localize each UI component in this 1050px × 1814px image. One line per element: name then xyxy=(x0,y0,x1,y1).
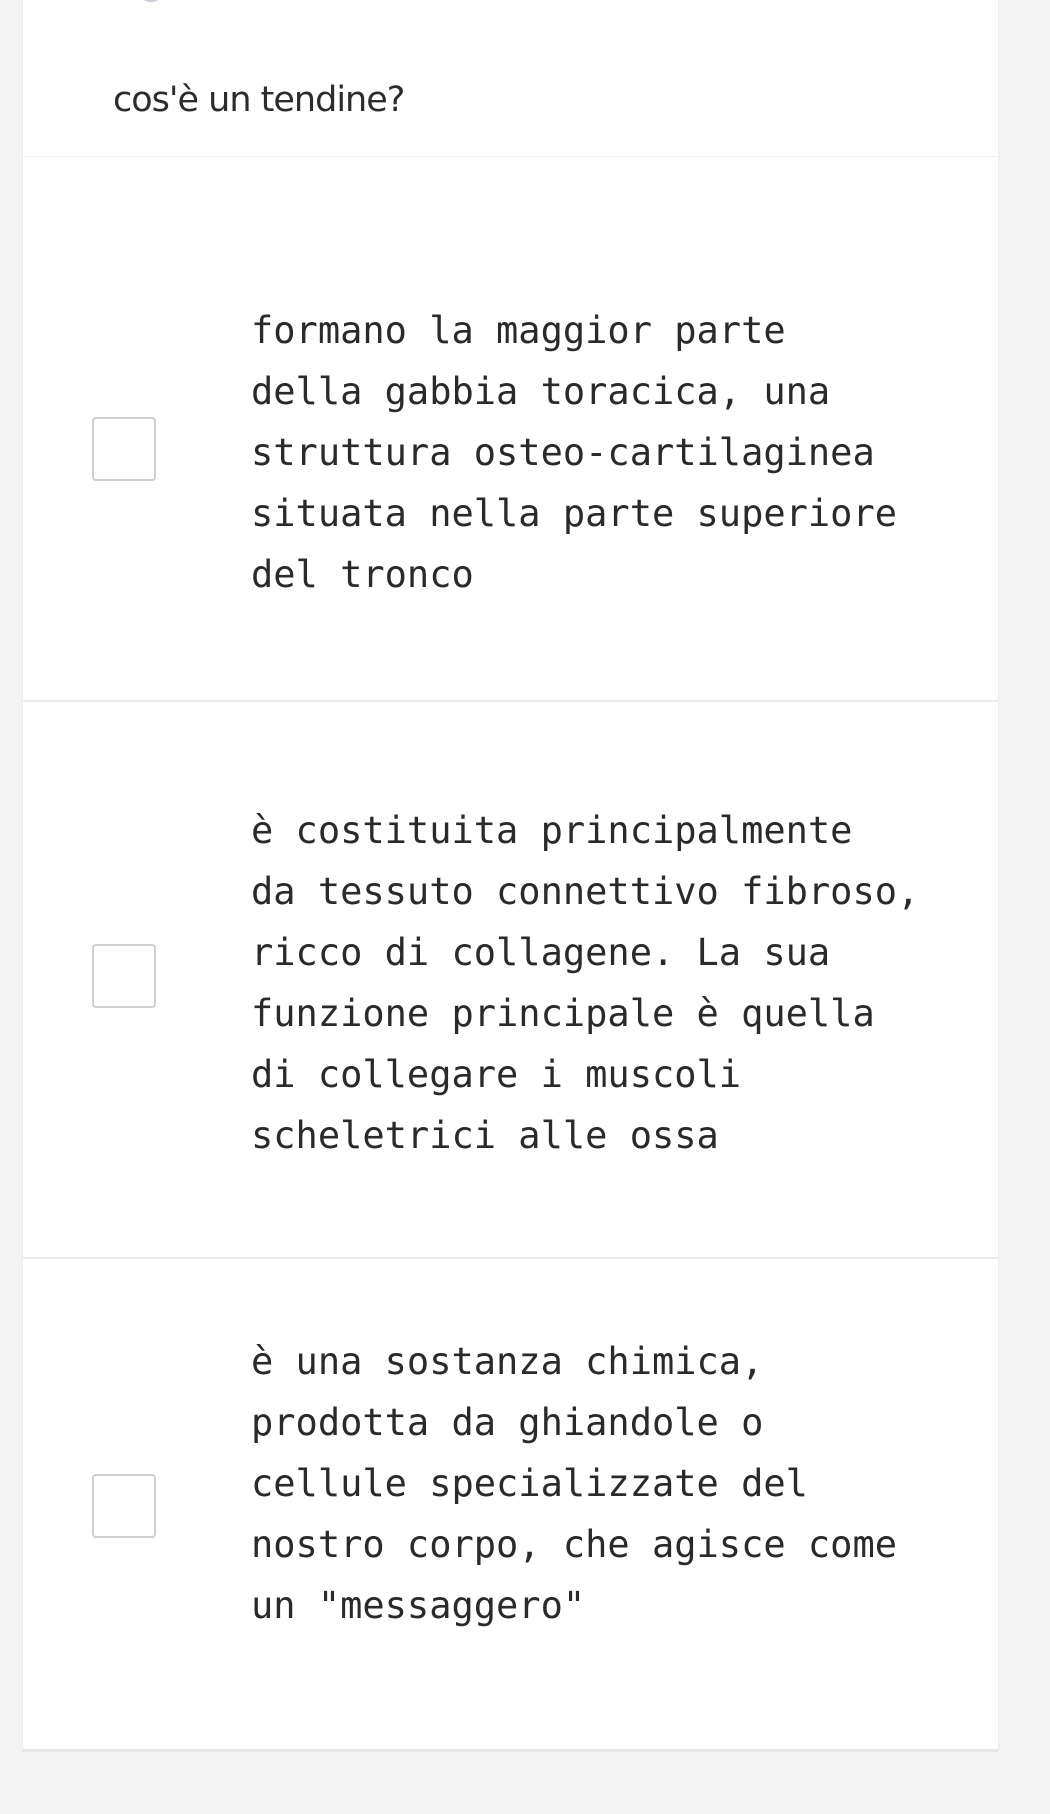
answer-text-1: formano la maggior parte della gabbia toracica, una struttura osteo-cartilaginea situata nella parte superiore del tronco xyxy=(251,309,898,596)
answer-text-2: è costituita principalmente da tessuto connettivo fibroso, ricco di collagene. La sua funzione principale è quella di collegare i muscoli scheletrici alle ossa xyxy=(251,809,920,1157)
answer-checkbox-1[interactable] xyxy=(92,417,156,481)
answer-checkbox-2[interactable] xyxy=(92,944,156,1008)
question-text: cos'è un tendine? xyxy=(113,80,405,120)
question-block xyxy=(23,0,998,157)
answer-option-2[interactable] xyxy=(23,700,998,1257)
answer-checkbox-3[interactable] xyxy=(92,1474,156,1538)
answer-option-3[interactable] xyxy=(23,1257,998,1752)
quiz-card xyxy=(22,0,999,1752)
answer-text-3: è una sostanza chimica, prodotta da ghiandole o cellule specializzate del nostro corpo, che agisce come un "messaggero" xyxy=(251,1340,898,1627)
answer-option-1[interactable] xyxy=(23,157,998,700)
